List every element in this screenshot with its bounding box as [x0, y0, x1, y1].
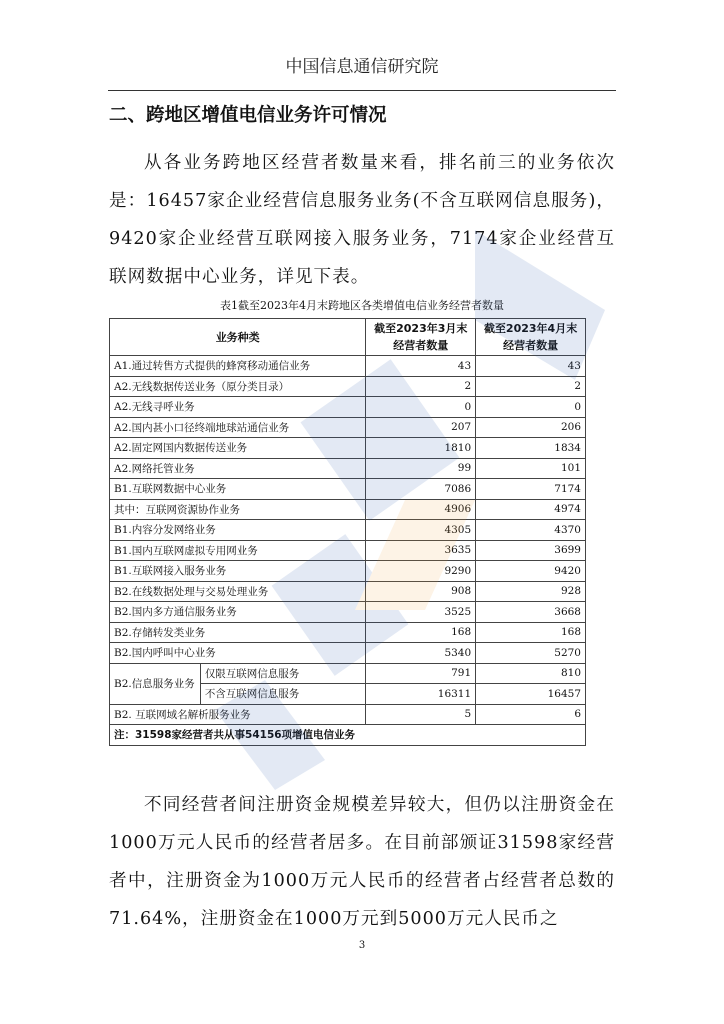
table-row — [110, 458, 586, 479]
row-april-value: 206 — [476, 417, 586, 438]
row-label: B2. 互联网域名解析服务业务 — [110, 704, 366, 725]
table-row — [110, 561, 586, 582]
row-april-value: 3699 — [476, 540, 586, 561]
row-label: B2.国内呼叫中心业务 — [110, 643, 366, 664]
row-label: B1.互联网接入服务业务 — [110, 561, 366, 582]
row-label: 其中：互联网资源协作业务 — [110, 499, 366, 520]
info-service-sub-label: 仅限互联网信息服务 — [200, 663, 366, 684]
table-caption: 表1截至2023年4月末跨地区各类增值电信业务经营者数量 — [220, 299, 504, 312]
table-row — [110, 397, 586, 418]
table-row — [110, 356, 586, 377]
row-label: B1.互联网数据中心业务 — [110, 479, 366, 500]
table-row — [110, 704, 586, 725]
row-march-value: 99 — [366, 458, 476, 479]
table-row — [110, 520, 586, 541]
header-title: 中国信息通信研究院 — [285, 57, 439, 77]
header-april: 截至2023年4月末经营者数量 — [476, 319, 586, 356]
row-march-value: 207 — [366, 417, 476, 438]
row-label: A1.通过转售方式提供的蜂窝移动通信业务 — [110, 356, 366, 377]
row-march-value: 908 — [366, 581, 476, 602]
table-row — [110, 417, 586, 438]
row-label: B2.国内多方通信服务业务 — [110, 602, 366, 623]
row-label: B1.内容分发网络业务 — [110, 520, 366, 541]
row-march-value: 43 — [366, 356, 476, 377]
table-note: 注：31598家经营者共从事54156项增值电信业务 — [110, 725, 586, 746]
row-april-value: 2 — [476, 376, 586, 397]
row-march-value: 0 — [366, 397, 476, 418]
row-label: A2.无线寻呼业务 — [110, 397, 366, 418]
table-row — [110, 602, 586, 623]
row-april-value: 3668 — [476, 602, 586, 623]
section-heading: 二、跨地区增值电信业务许可情况 — [109, 105, 387, 126]
table-row — [110, 438, 586, 459]
row-march-value: 16311 — [366, 684, 476, 705]
row-march-value: 3635 — [366, 540, 476, 561]
row-label: A2.国内甚小口径终端地球站通信业务 — [110, 417, 366, 438]
row-april-value: 810 — [476, 663, 586, 684]
row-march-value: 7086 — [366, 479, 476, 500]
paragraph-capital: 不同经营者间注册资金规模差异较大，但仍以注册资金在1000万元人民币的经营者居多。在目前部颁证31598家经营者中，注册资金为1000万元人民币的经营者占经营者总数的71.64%，注册资金在1000万元到5000万元人民币之 — [109, 795, 615, 929]
table-row — [110, 540, 586, 561]
row-label: A2.网络托管业务 — [110, 458, 366, 479]
row-april-value: 928 — [476, 581, 586, 602]
row-april-value: 4974 — [476, 499, 586, 520]
row-april-value: 6 — [476, 704, 586, 725]
row-april-value: 168 — [476, 622, 586, 643]
table-row — [110, 376, 586, 397]
page-number: 3 — [358, 940, 366, 951]
info-service-sub-label: 不含互联网信息服务 — [200, 684, 366, 705]
header-march: 截至2023年3月末经营者数量 — [366, 319, 476, 356]
row-april-value: 5270 — [476, 643, 586, 664]
row-march-value: 3525 — [366, 602, 476, 623]
table-note-row — [110, 725, 586, 746]
row-march-value: 2 — [366, 376, 476, 397]
operators-table — [109, 318, 586, 746]
table-row — [110, 643, 586, 664]
row-april-value: 7174 — [476, 479, 586, 500]
row-label: B2.在线数据处理与交易处理业务 — [110, 581, 366, 602]
header-category: 业务种类 — [110, 319, 366, 356]
row-march-value: 4305 — [366, 520, 476, 541]
row-march-value: 168 — [366, 622, 476, 643]
paragraph-intro: 从各业务跨地区经营者数量来看，排名前三的业务依次是：16457家企业经营信息服务业务(不含互联网信息服务)，9420家企业经营互联网接入服务业务，7174家企业经营互联网数据中心业务，详见下表。 — [109, 153, 615, 287]
header-divider — [108, 90, 616, 91]
row-april-value: 0 — [476, 397, 586, 418]
row-march-value: 4906 — [366, 499, 476, 520]
row-label: B2.存储转发类业务 — [110, 622, 366, 643]
row-march-value: 5340 — [366, 643, 476, 664]
table-row — [110, 499, 586, 520]
table-header-row — [110, 319, 586, 356]
row-label: B1.国内互联网虚拟专用网业务 — [110, 540, 366, 561]
row-april-value: 1834 — [476, 438, 586, 459]
row-april-value: 9420 — [476, 561, 586, 582]
row-march-value: 9290 — [366, 561, 476, 582]
row-march-value: 5 — [366, 704, 476, 725]
row-april-value: 16457 — [476, 684, 586, 705]
row-march-value: 791 — [366, 663, 476, 684]
table-row — [110, 663, 586, 684]
row-march-value: 1810 — [366, 438, 476, 459]
row-april-value: 101 — [476, 458, 586, 479]
table-row — [110, 581, 586, 602]
row-april-value: 4370 — [476, 520, 586, 541]
row-april-value: 43 — [476, 356, 586, 377]
row-label: A2.无线数据传送业务（原分类目录） — [110, 376, 366, 397]
row-label: A2.固定网国内数据传送业务 — [110, 438, 366, 459]
info-service-label: B2.信息服务业务 — [110, 663, 201, 704]
table-row — [110, 479, 586, 500]
table-row — [110, 622, 586, 643]
